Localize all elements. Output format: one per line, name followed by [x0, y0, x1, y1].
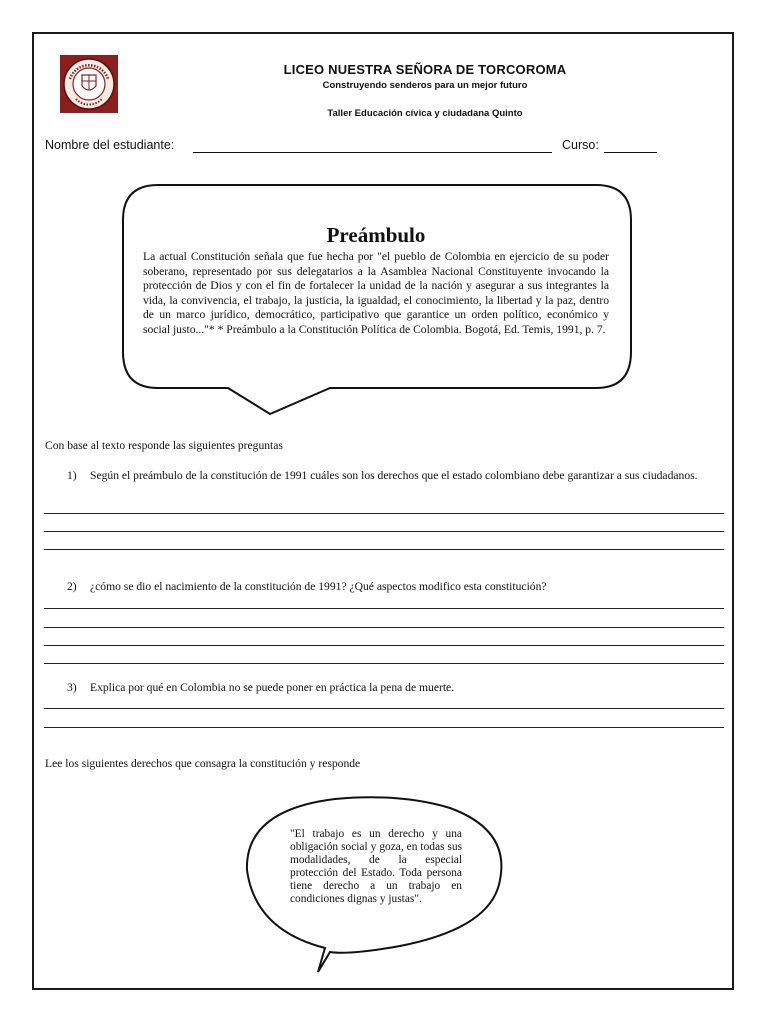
question-1-number: 1) — [67, 469, 77, 482]
question-1-text: Según el preámbulo de la constitución de 1991 cuáles son los derechos que el estado colombiano debe garantizar a sus ciudadanos. — [90, 469, 698, 482]
school-motto: Construyendo senderos para un mejor futuro — [322, 80, 528, 91]
answer-line[interactable] — [44, 708, 724, 709]
question-2-text: ¿cómo se dio el nacimiento de la constitución de 1991? ¿Qué aspectos modifico esta constitución? — [90, 580, 547, 593]
questions-intro: Con base al texto responde las siguientes preguntas — [45, 439, 283, 452]
question-3-text: Explica por qué en Colombia no se puede poner en práctica la pena de muerte. — [90, 681, 455, 694]
course-label: Curso: — [562, 138, 599, 152]
answer-line[interactable] — [44, 513, 724, 514]
preamble-title: Preámbulo — [326, 223, 426, 247]
question-2-number: 2) — [67, 580, 77, 593]
answer-line[interactable] — [44, 627, 724, 628]
school-name: LICEO NUESTRA SEÑORA DE TORCOROMA — [283, 62, 567, 77]
preamble-text: La actual Constitución señala que fue hecha por "el pueblo de Colombia en ejercicio de su poder soberano, representado por sus delegatarios a la Asamblea Nacional Constituyente invocando la protección de Dios y con el fin de fortalecer la unidad de la nación y asegurar a sus integrantes la vida, la convivencia, el trabajo, la justicia, la igualdad, el conocimiento, la libertad y la paz, dentro de un marco jurídico, democrático, participativo que garantice un orden político, económico y social justo..."* * Preámbulo a la Constitución Política de Colombia. Bogotá, Ed. Temis, 1991, p. 7. — [143, 250, 609, 336]
question-3-number: 3) — [67, 681, 77, 694]
answer-line[interactable] — [44, 663, 724, 664]
rights-intro: Lee los siguientes derechos que consagra la constitución y responde — [45, 757, 361, 770]
answer-line[interactable] — [44, 549, 724, 550]
answer-line[interactable] — [44, 727, 724, 728]
answer-line[interactable] — [44, 608, 724, 609]
student-name-label: Nombre del estudiante: — [45, 138, 175, 152]
course-title: Taller Educación cívica y ciudadana Quinto — [327, 108, 523, 119]
quote-text: "El trabajo es un derecho y una obligación social y goza, en todas sus modalidades, de la especial protección del Estado. Toda persona tiene derecho a un trabajo en condiciones dignas y justas". — [290, 828, 462, 905]
answer-line[interactable] — [44, 645, 724, 646]
answer-line[interactable] — [44, 531, 724, 532]
